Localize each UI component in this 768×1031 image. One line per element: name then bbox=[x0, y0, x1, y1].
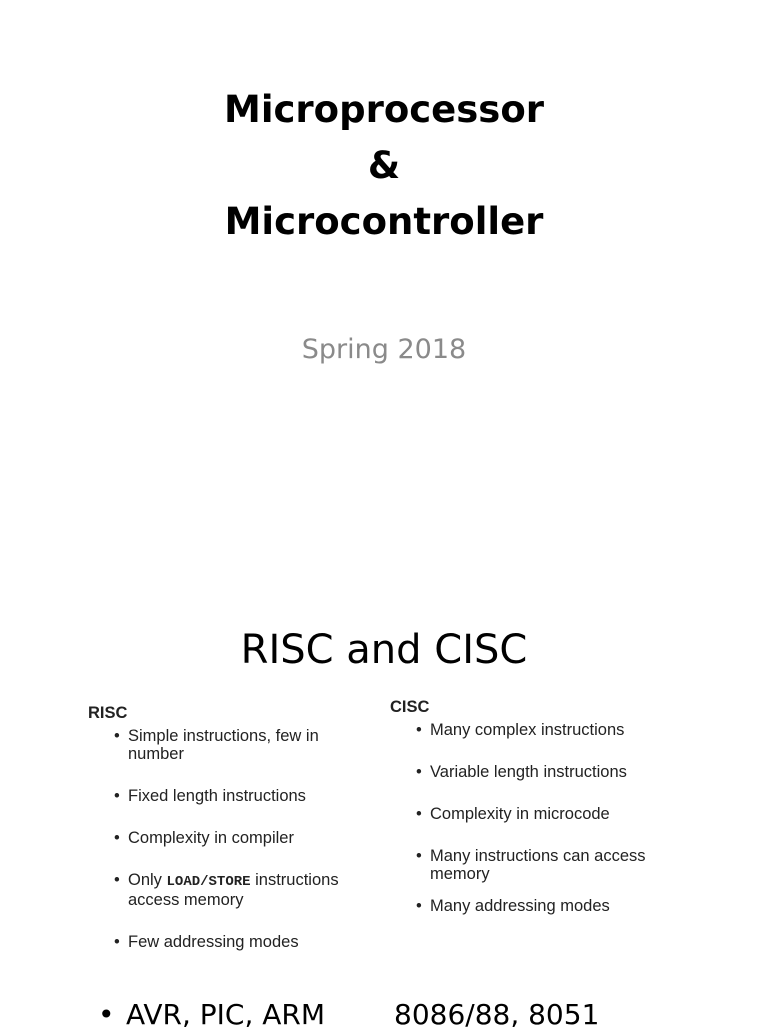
section-title: RISC and CISC bbox=[240, 627, 528, 673]
processor-examples bbox=[98, 998, 738, 1031]
cisc-item: • Variable length instructions bbox=[416, 763, 627, 781]
risc-item: • Few addressing modes bbox=[114, 933, 299, 951]
cisc-item: • Many addressing modes bbox=[416, 897, 610, 915]
slide-subtitle: Spring 2018 bbox=[301, 334, 467, 365]
cisc-heading: CISC bbox=[390, 698, 430, 716]
cisc-item: • Many complex instructions bbox=[416, 721, 625, 739]
cisc-column bbox=[390, 698, 670, 915]
bullet-icon: • bbox=[416, 847, 422, 865]
bullet-icon: • bbox=[114, 727, 120, 745]
risc-item: • Fixed length instructions bbox=[114, 787, 306, 805]
slide-title bbox=[0, 82, 768, 250]
risc-column bbox=[88, 704, 358, 951]
bullet-icon: • bbox=[114, 933, 120, 951]
risc-examples: AVR, PIC, ARM bbox=[126, 998, 326, 1031]
risc-item: • Simple instructions, few in number bbox=[114, 727, 319, 763]
risc-heading: RISC bbox=[88, 704, 128, 722]
title-line-1: Microprocessor bbox=[224, 88, 544, 131]
cisc-item: • Many instructions can access memory bbox=[416, 847, 646, 883]
risc-item: • Only LOAD/STORE instructions access memory bbox=[114, 871, 339, 909]
bullet-icon: • bbox=[416, 763, 422, 781]
risc-item: • Complexity in compiler bbox=[114, 829, 294, 847]
title-line-2: & bbox=[367, 144, 401, 187]
bullet-icon: • bbox=[416, 805, 422, 823]
bullet-icon: • bbox=[416, 897, 422, 915]
bullet-icon: • bbox=[114, 829, 120, 847]
bullet-icon: • bbox=[416, 721, 422, 739]
code-text: LOAD/STORE bbox=[166, 874, 251, 890]
bullet-icon: • bbox=[98, 998, 115, 1031]
bullet-icon: • bbox=[114, 871, 120, 889]
title-line-3: Microcontroller bbox=[224, 200, 544, 243]
cisc-examples: 8086/88, 8051 bbox=[394, 998, 600, 1031]
cisc-item: • Complexity in microcode bbox=[416, 805, 610, 823]
bullet-icon: • bbox=[114, 787, 120, 805]
